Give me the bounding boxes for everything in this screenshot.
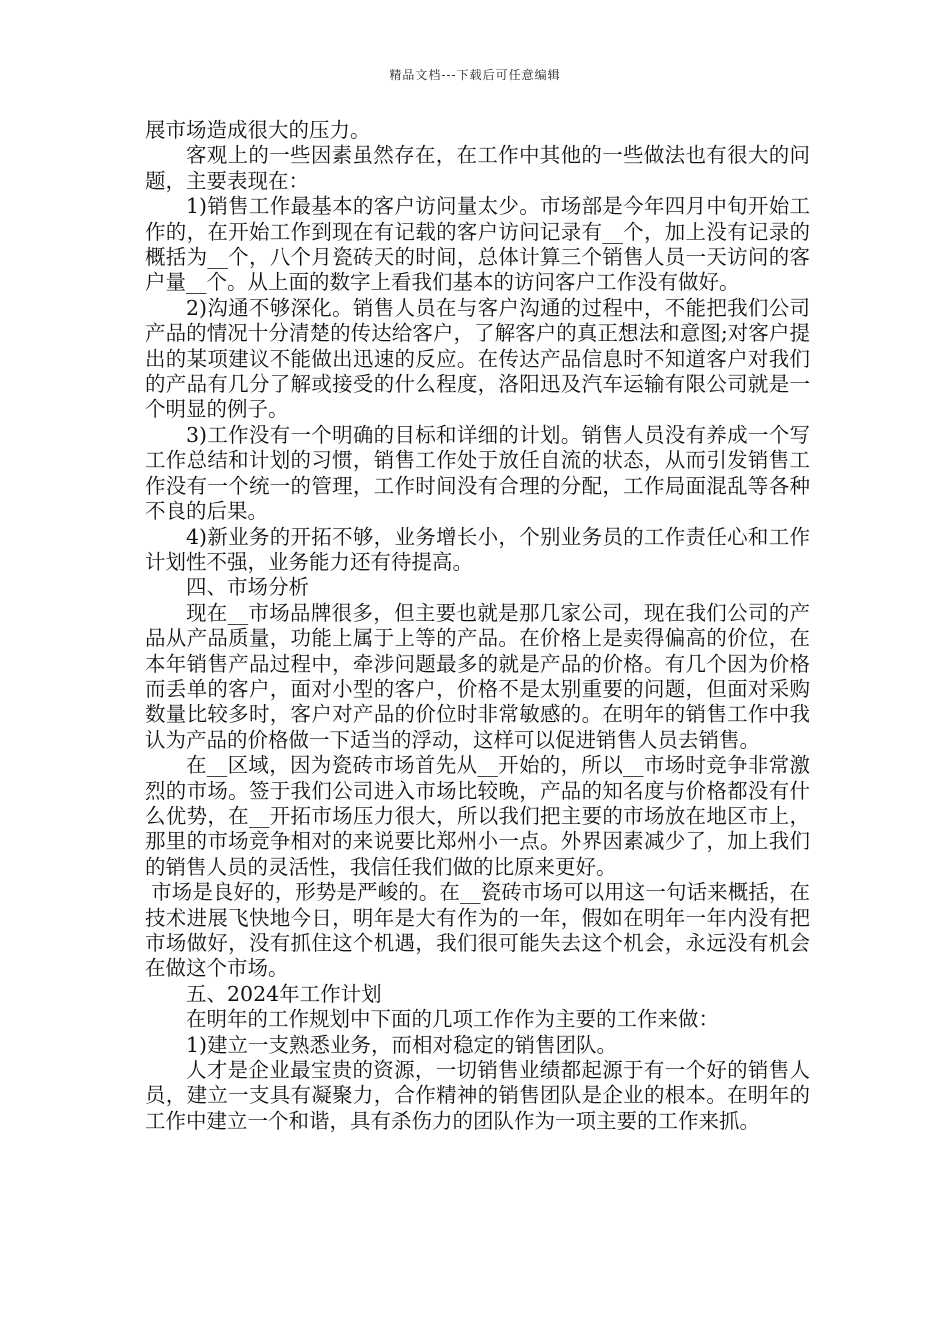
paragraph: 3)工作没有一个明确的目标和详细的计划。销售人员没有养成一个写工作总结和计划的习惯，销售工作处于放任自流的状态，从而引发销售工作没有一个统一的管理，工作时间没有合理的分配，工作局面混乱等各种不良的后果。 [145,422,810,524]
section-heading: 五、2024年工作计划 [186,981,382,1006]
document-body [145,118,810,1134]
paragraph: 1)销售工作最基本的客户访问量太少。市场部是今年四月中旬开始工作的，在开始工作到现在有记载的客户访问记录有__个，加上没有记录的概括为__个，八个月瓷砖天的时间，总体计算三个销售人员一天访问的客户量__个。从上面的数字上看我们基本的访问客户工作没有做好。 [145,194,810,295]
paragraph: 客观上的一些因素虽然存在，在工作中其他的一些做法也有很大的问题，主要表现在： [145,143,810,193]
paragraph: 市场是良好的，形势是严峻的。在__瓷砖市场可以用这一句话来概括，在技术进展飞快地今日，明年是大有作为的一年，假如在明年一年内没有把市场做好，没有抓住这个机遇，我们很可能失去这个机会，永远没有机会在做这个市场。 [145,880,810,981]
paragraph: 1)建立一支熟悉业务，而相对稳定的销售团队。 [186,1032,618,1057]
paragraph: 现在__市场品牌很多，但主要也就是那几家公司，现在我们公司的产品从产品质量，功能上属于上等的产品。在价格上是卖得偏高的价位，在本年销售产品过程中，牵涉问题最多的就是产品的价格。有几个因为价格而丢单的客户，面对小型的客户，价格不是太别重要的问题，但面对采购数量比较多时，客户对产品的价位时非常敏感的。在明年的销售工作中我认为产品的价格做一下适当的浮动，这样可以促进销售人员去销售。 [145,600,810,752]
paragraph: 4)新业务的开拓不够，业务增长小，个别业务员的工作责任心和工作计划性不强，业务能力还有待提高。 [145,524,810,574]
paragraph: 2)沟通不够深化。销售人员在与客户沟通的过程中，不能把我们公司产品的情况十分清楚的传达给客户，了解客户的真正想法和意图;对客户提出的某项建议不能做出迅速的反应。在传达产品信息时不知道客户对我们的产品有几分了解或接受的什么程度，洛阳迅及汽车运输有限公司就是一个明显的例子。 [145,295,810,422]
paragraph: 展市场造成很大的压力。 [145,118,371,142]
paragraph: 人才是企业最宝贵的资源，一切销售业绩都起源于有一个好的销售人员，建立一支具有凝聚力，合作精神的销售团队是企业的根本。在明年的工作中建立一个和谐，具有杀伤力的团队作为一项主要的工作来抓。 [145,1058,810,1133]
section-heading: 四、市场分析 [186,575,309,600]
paragraph: 在__区域，因为瓷砖市场首先从__开始的，所以__市场时竞争非常激烈的市场。签于我们公司进入市场比较晚，产品的知名度与价格都没有什么优势，在__开拓市场压力很大，所以我们把主要的市场放在地区市上，那里的市场竞争相对的来说要比郑州小一点。外界因素减少了，加上我们的销售人员的灵活性，我信任我们做的比原来更好。 [145,753,810,879]
page-header: 精品文档---下载后可任意编辑 [389,68,561,82]
paragraph: 在明年的工作规划中下面的几项工作作为主要的工作来做： [186,1007,719,1032]
